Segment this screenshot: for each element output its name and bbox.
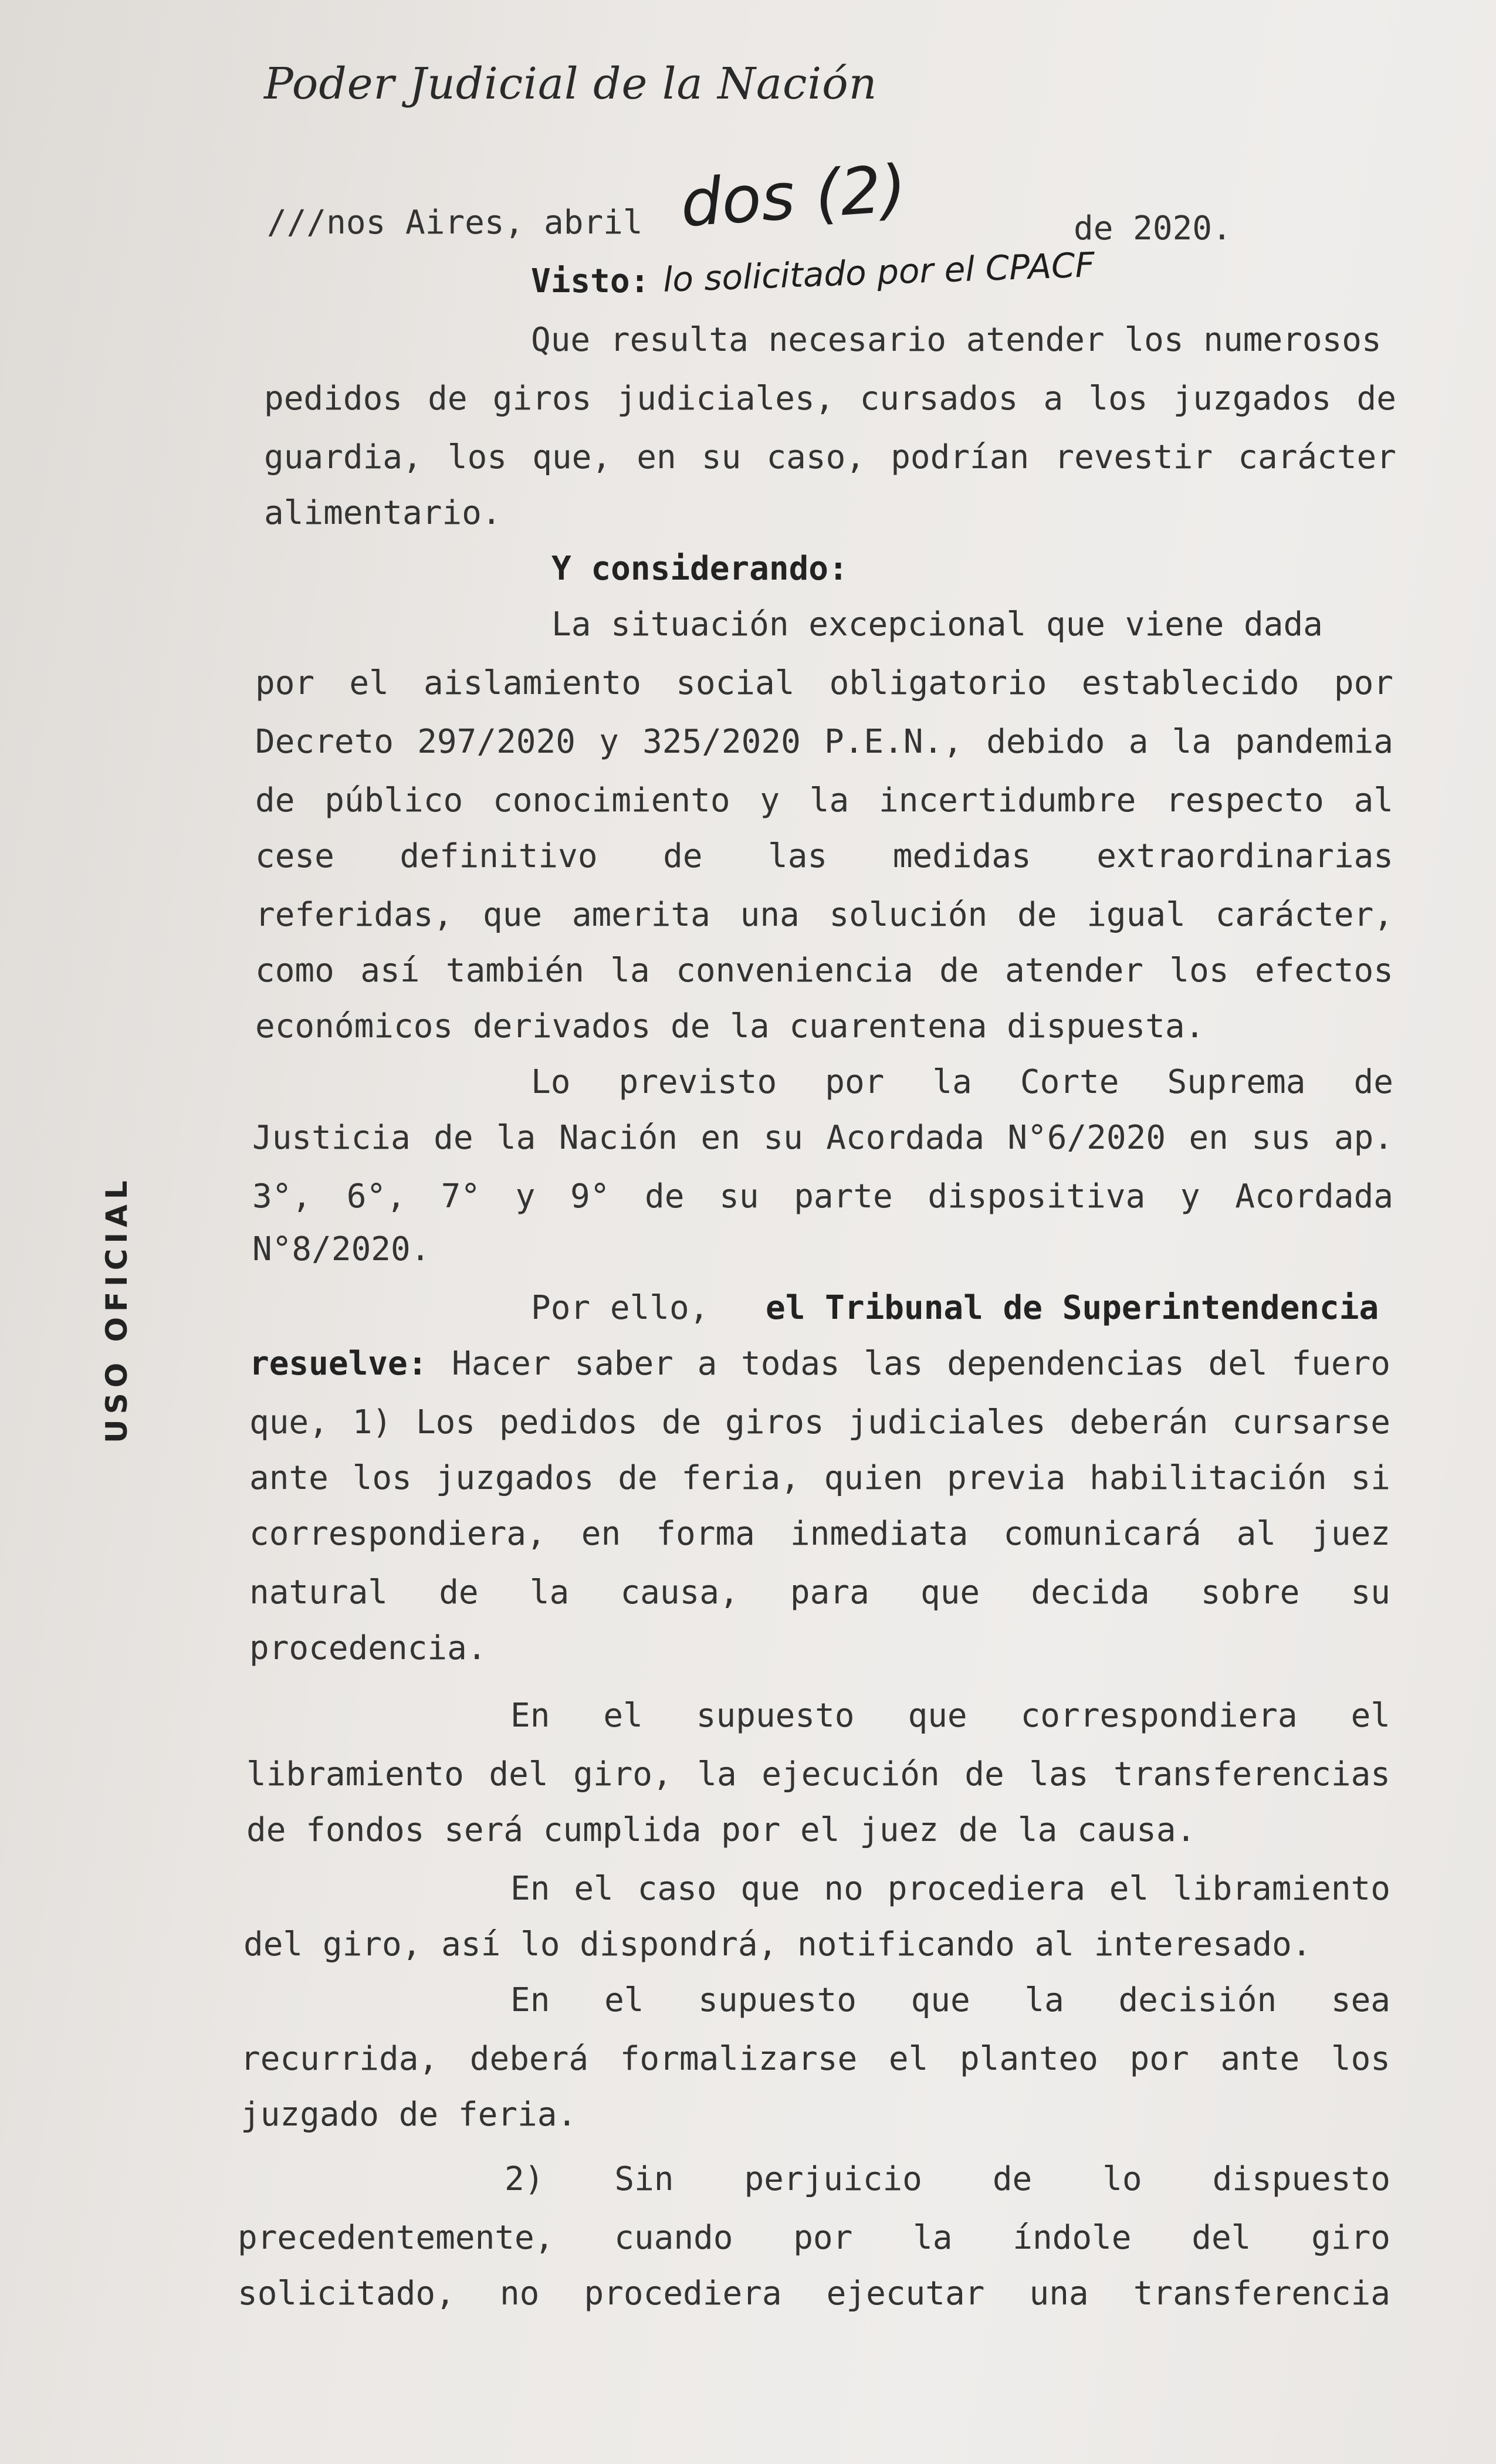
side-label-uso-oficial: USO OFICIAL [100, 1175, 134, 1443]
paragraph-line: natural de la causa, para que decida sobre su [249, 1573, 1390, 1612]
paragraph-line: procedencia. [249, 1629, 487, 1667]
paragraph-line: guardia, los que, en su caso, podrían revestir carácter [264, 438, 1396, 476]
handwritten-visto-note: lo solicitado por el CPACF [662, 245, 1095, 300]
paragraph-line: cese definitivo de las medidas extraordinarias [255, 837, 1393, 875]
paragraph-line: 2) Sin perjuicio de lo dispuesto [505, 2160, 1390, 2198]
paragraph-line: solicitado, no procediera ejecutar una transferencia [238, 2275, 1390, 2313]
paragraph-line: 3°, 6°, 7° y 9° de su parte dispositiva y Acordada [252, 1177, 1393, 1216]
paragraph-line: de fondos será cumplida por el juez de la causa. [246, 1811, 1196, 1849]
paragraph-line: ante los juzgados de feria, quien previa habilitación si [249, 1459, 1390, 1497]
paragraph-line: Lo previsto por la Corte Suprema de [531, 1063, 1393, 1101]
paragraph-line: del giro, así lo dispondrá, notificando al interesado. [243, 1925, 1312, 1964]
paragraph-line: por el aislamiento social obligatorio establecido por [255, 664, 1393, 702]
date-line-suffix: de 2020. [1074, 209, 1232, 248]
paragraph-line: La situación excepcional que viene dada [551, 605, 1323, 644]
paragraph-line: juzgado de feria. [241, 2096, 577, 2134]
paragraph-line: Que resulta necesario atender los numerosos [531, 321, 1382, 359]
paragraph-line: Justicia de la Nación en su Acordada N°6/2020 en sus ap. [252, 1119, 1393, 1157]
paragraph-line: Decreto 297/2020 y 325/2020 P.E.N., debido a la pandemia [255, 723, 1393, 761]
letterhead: Poder Judicial de la Nación [264, 59, 878, 109]
resuelve-label: resuelve: [249, 1345, 428, 1383]
paragraph-line: Hacer saber a todas las dependencias del fuero [452, 1345, 1390, 1383]
paragraph-line: En el supuesto que correspondiera el [510, 1697, 1390, 1735]
paragraph-line: que, 1) Los pedidos de giros judiciales deberán cursarse [249, 1403, 1390, 1441]
handwritten-day: dos (2) [678, 150, 909, 242]
paragraph-line: pedidos de giros judiciales, cursados a los juzgados de [264, 380, 1396, 418]
paragraph-line: alimentario. [264, 494, 502, 532]
paragraph-line: Por ello, [531, 1289, 709, 1327]
paragraph-line: de público conocimiento y la incertidumbre respecto al [255, 781, 1393, 820]
paragraph-line: como así también la conveniencia de atender los efectos [255, 952, 1393, 990]
paragraph-line: En el supuesto que la decisión sea [510, 1981, 1390, 2019]
tribunal-bold-text: el Tribunal de Superintendencia [766, 1289, 1379, 1327]
considerando-label: Y considerando: [551, 550, 848, 588]
paragraph-line: En el caso que no procediera el libramiento [510, 1870, 1390, 1908]
date-line-prefix: ///nos Aires, abril [267, 204, 643, 242]
paragraph-line: recurrida, deberá formalizarse el planteo por ante los [241, 2040, 1390, 2078]
visto-label: Visto: [531, 262, 650, 300]
paragraph-line: libramiento del giro, la ejecución de las transferencias [246, 1755, 1390, 1793]
paragraph-line: referidas, que amerita una solución de igual carácter, [255, 896, 1393, 934]
paragraph-line: N°8/2020. [252, 1230, 431, 1268]
paragraph-line: correspondiera, en forma inmediata comunicará al juez [249, 1515, 1390, 1553]
paragraph-line: precedentemente, cuando por la índole del giro [238, 2219, 1390, 2257]
paragraph-line: económicos derivados de la cuarentena dispuesta. [255, 1007, 1205, 1045]
